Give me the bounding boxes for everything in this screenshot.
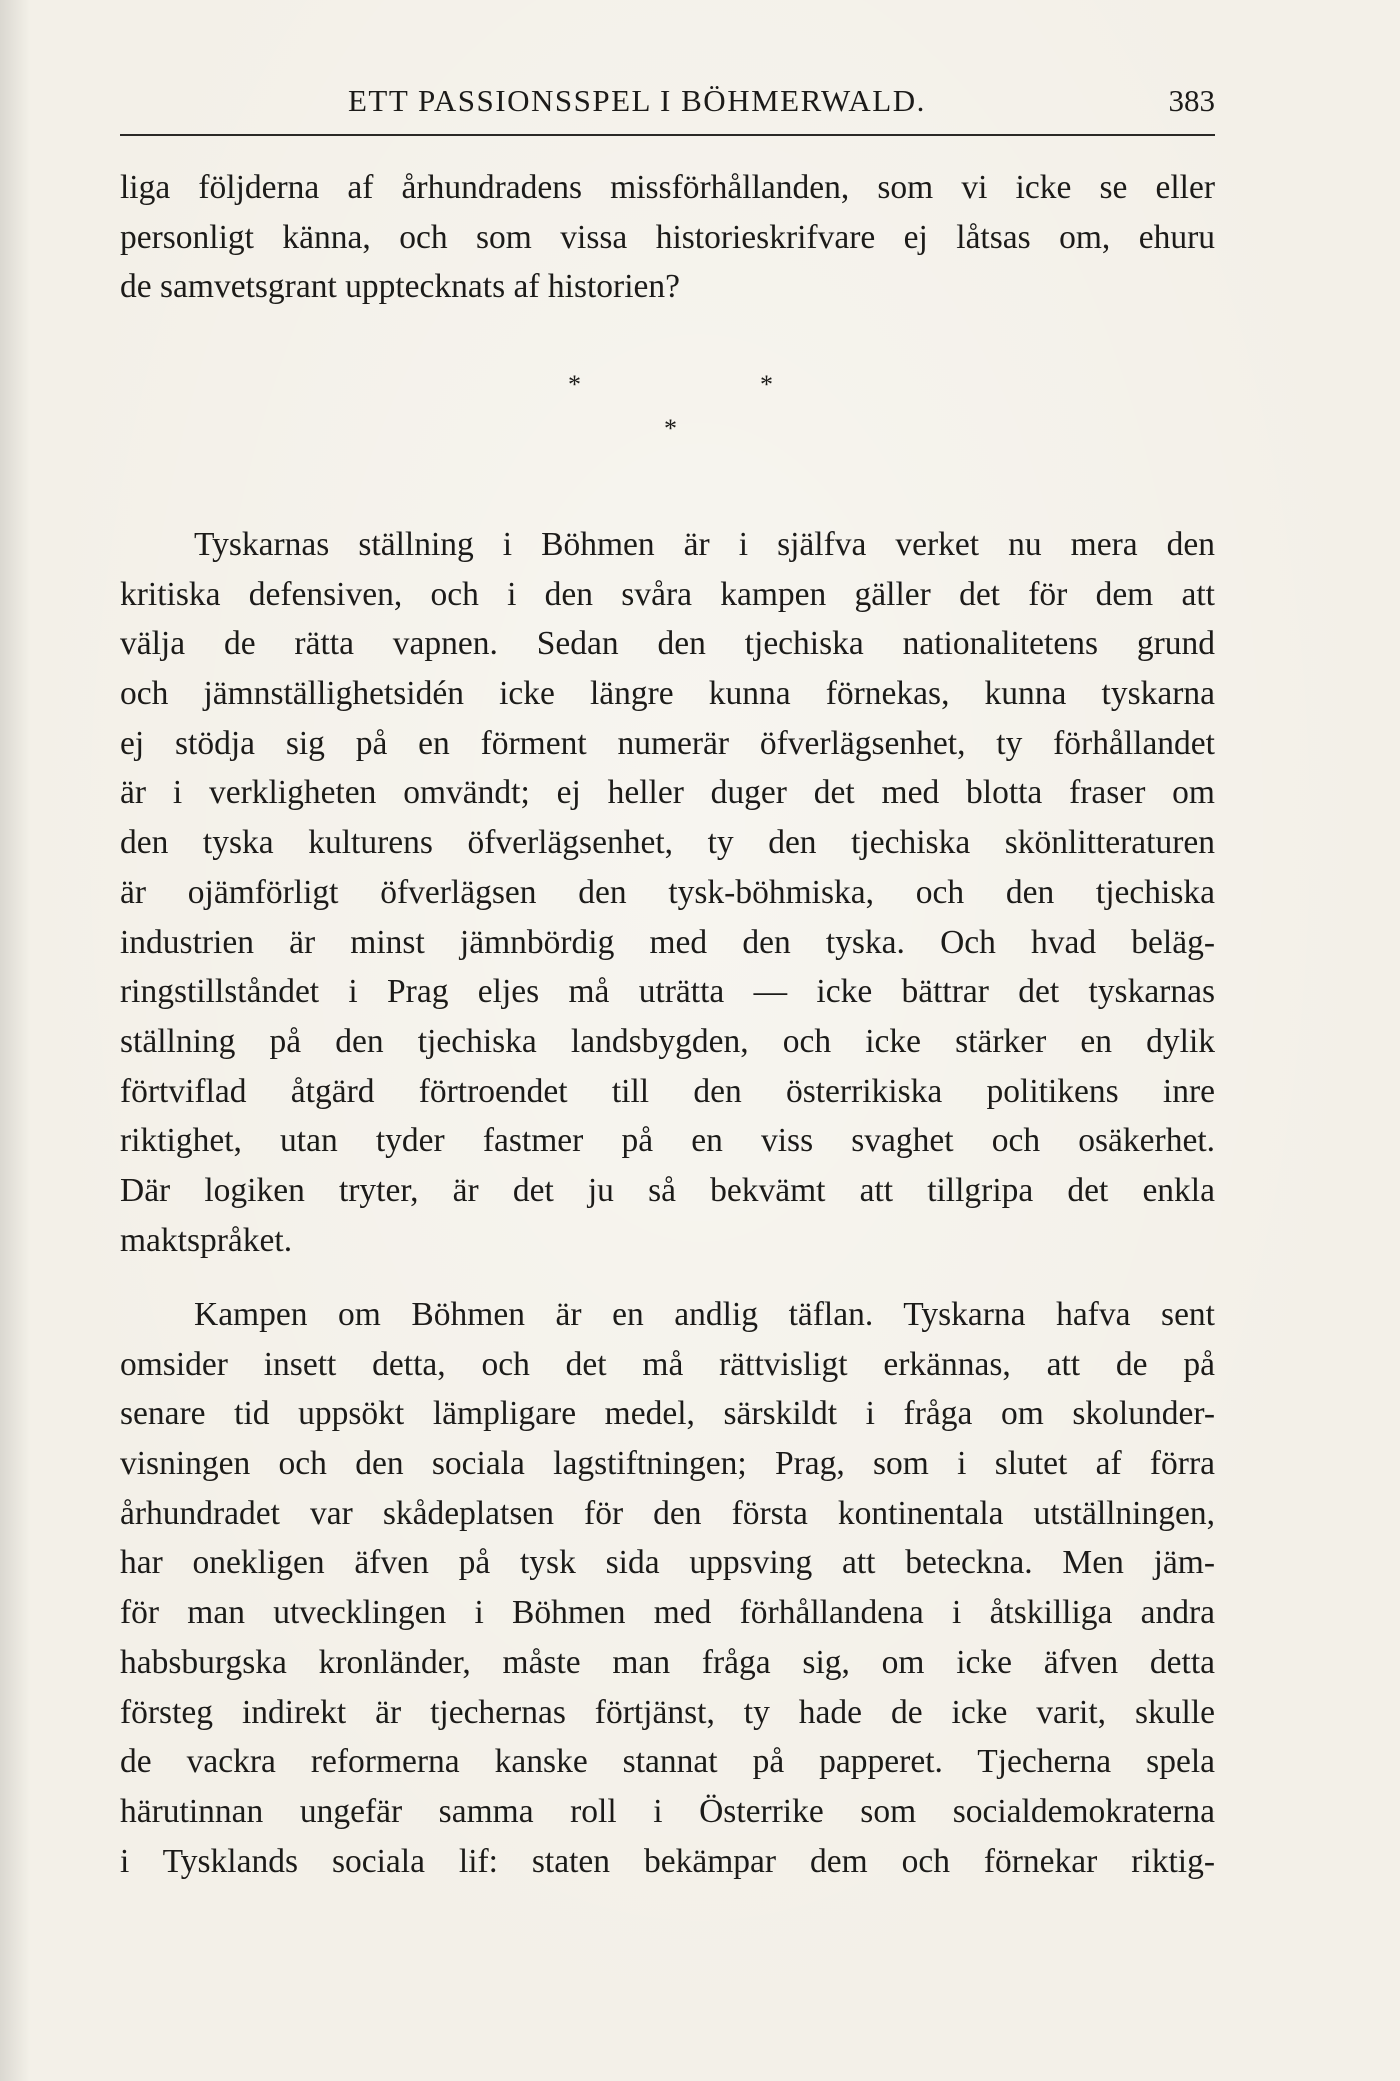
text-line: kritiska defensiven, och i den svåra kampen gäller det för dem att <box>120 575 1215 613</box>
separator-star: * <box>760 370 773 399</box>
text-line: liga följderna af århundradens missförhållanden, som vi icke se eller <box>120 169 1215 206</box>
text-line: riktighet, utan tyder fastmer på en viss svaghet och osäkerhet. <box>120 1122 1215 1160</box>
text-line: ringstillståndet i Prag eljes må uträtta — icke bättrar det tyskarnas <box>120 973 1215 1011</box>
text-line: de samvetsgrant upptecknats af historien? <box>120 268 681 306</box>
text-line: välja de rätta vapnen. Sedan den tjechiska nationalitetens grund <box>120 625 1215 663</box>
header-rule <box>120 134 1215 136</box>
paragraph-kampen <box>120 1290 1215 1886</box>
text-line: senare tid uppsökt lämpligare medel, särskildt i fråga om skolunder- <box>120 1395 1215 1433</box>
text-line: den tyska kulturens öfverlägsenhet, ty den tjechiska skönlitteraturen <box>120 824 1215 862</box>
text-line: för man utvecklingen i Böhmen med förhållandena i åtskilliga andra <box>120 1594 1215 1632</box>
page-gutter-shadow <box>0 0 30 2081</box>
text-line: personligt känna, och som vissa historieskrifvare ej låtsas om, ehuru <box>120 218 1215 256</box>
text-line: härutinnan ungefär samma roll i Österrike som socialdemokraterna <box>120 1792 1215 1830</box>
text-line: visningen och den sociala lagstiftningen; Prag, som i slutet af förra <box>120 1445 1215 1483</box>
section-separator <box>120 362 1215 472</box>
text-line: habsburgska kronländer, måste man fråga sig, om icke äfven detta <box>120 1643 1215 1681</box>
text-line: och jämnställighetsidén icke längre kunna förnekas, kunna tyskarna <box>120 675 1215 713</box>
text-line: ställning på den tjechiska landsbygden, och icke stärker en dylik <box>120 1022 1215 1060</box>
text-line: i Tysklands sociala lif: staten bekämpar dem och förnekar riktig- <box>120 1842 1215 1880</box>
text-line: de vackra reformerna kanske stannat på papperet. Tjecherna spela <box>120 1743 1215 1781</box>
text-line: industrien är minst jämnbördig med den tyska. Och hvad beläg- <box>120 923 1215 961</box>
text-line: århundradet var skådeplatsen för den första kontinentala utställningen, <box>120 1494 1215 1532</box>
text-line: förtviflad åtgärd förtroendet till den österrikiska politikens inre <box>120 1072 1215 1110</box>
separator-star: * <box>568 370 581 399</box>
running-title: ETT PASSIONSSPEL I BÖHMERWALD. <box>348 83 926 118</box>
text-line: maktspråket. <box>120 1221 293 1259</box>
text-line: är i verkligheten omvändt; ej heller duger det med blotta fraser om <box>120 774 1215 812</box>
text-line: försteg indirekt är tjechernas förtjänst, ty hade de icke varit, skulle <box>120 1693 1215 1731</box>
paragraph-tyskarnas <box>120 520 1215 1265</box>
running-header <box>120 76 1215 126</box>
text-line: Där logiken tryter, är det ju så bekvämt att tillgripa det enkla <box>120 1171 1215 1209</box>
text-line: har onekligen äfven på tysk sida uppsving att beteckna. Men jäm- <box>120 1544 1215 1582</box>
text-line: Tyskarnas ställning i Böhmen är i själfva verket nu mera den <box>194 526 1215 563</box>
paragraph-continuation <box>120 163 1215 312</box>
text-line: är ojämförligt öfverlägsen den tysk-böhmiska, och den tjechiska <box>120 873 1215 911</box>
separator-star: * <box>664 414 677 443</box>
text-line: omsider insett detta, och det må rättvisligt erkännas, att de på <box>120 1345 1215 1383</box>
page-number: 383 <box>1168 83 1215 118</box>
text-line: ej stödja sig på en förment numerär öfverlägsenhet, ty förhållandet <box>120 724 1215 762</box>
text-line: Kampen om Böhmen är en andlig täflan. Tyskarna hafva sent <box>194 1296 1215 1333</box>
